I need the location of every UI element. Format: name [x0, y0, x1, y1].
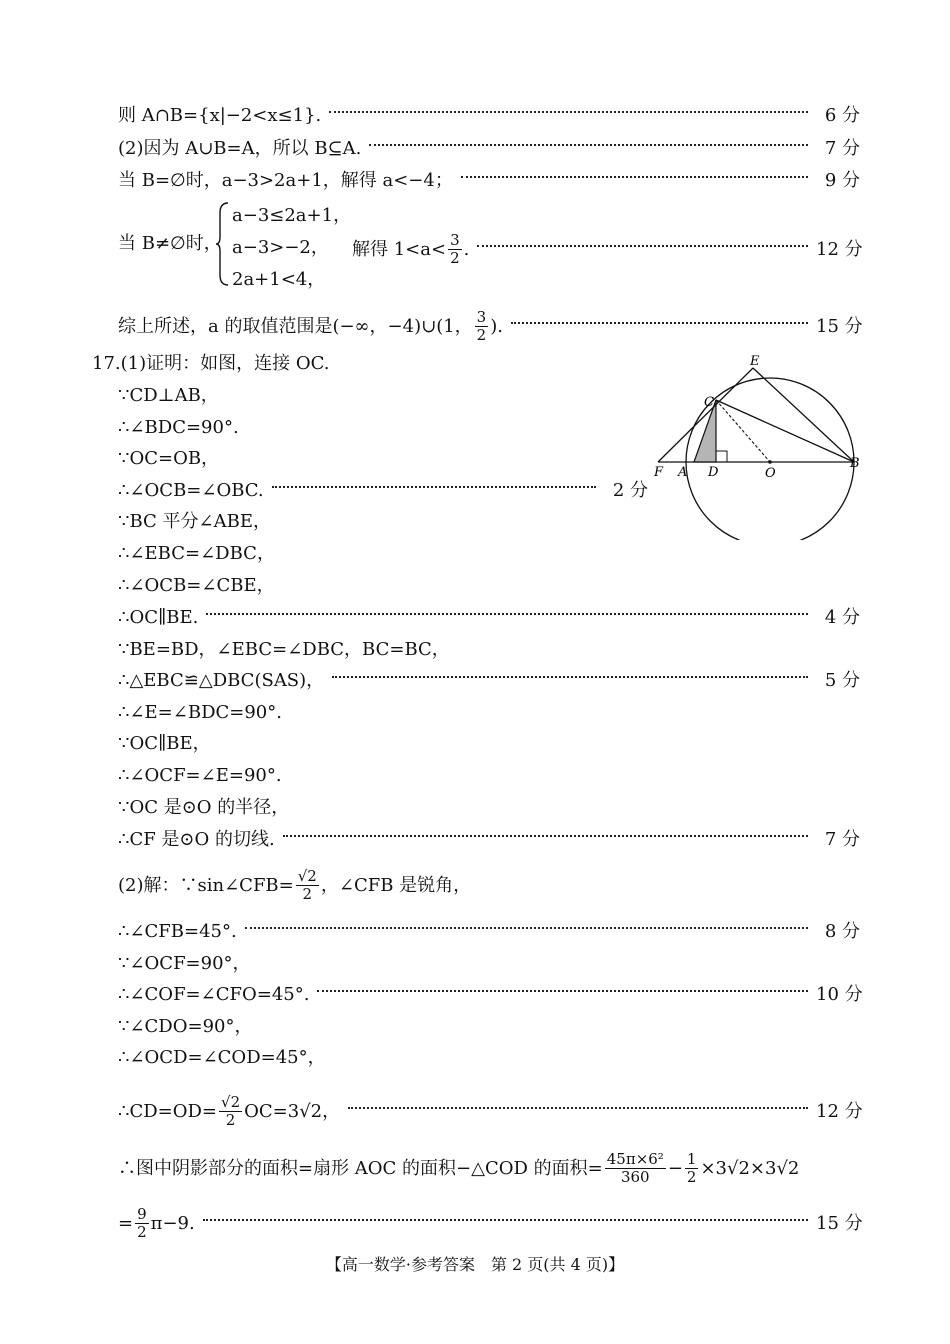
area-formula: ∴图中阴影部分的面积=扇形 AOC 的面积−△COD 的面积= $\frac{\text{45π×6²}}{360}$ − $\frac{1}{2}$ ×3√2×3√2	[118, 1150, 800, 1186]
proof-line: ∵OC=OB，	[118, 448, 220, 469]
proof-line: ∴∠OCB=∠OBC. 2 分	[118, 480, 648, 501]
brace	[216, 201, 230, 287]
geometry-figure	[650, 350, 865, 540]
proof-line: ∴∠E=∠BDC=90°.	[118, 702, 282, 723]
proof-line: ∵OC 是⊙O 的半径，	[118, 797, 290, 818]
solution-line: ∴CD=OD= $\frac{√2}{2}$ OC=3√2， 12 分	[118, 1093, 863, 1129]
fraction: $\frac{√2}{2}$	[297, 867, 317, 903]
proof-line: ∵OC∥BE，	[118, 733, 211, 754]
fraction: $\frac{3}{2}$	[450, 231, 460, 267]
proof-line: ∵BC 平分∠ABE，	[118, 511, 271, 532]
right-angle-mark	[716, 451, 727, 462]
solution-line: = $\frac{9}{2}$ π−9. 15 分	[118, 1205, 863, 1241]
part-2: (2)解：∵sin∠CFB= $\frac{√2}{2}$ ，∠CFB 是锐角，	[118, 867, 472, 903]
line-1: 则 A∩B={x|−2<x≤1}. 6 分	[118, 105, 860, 126]
problem-17: 17.(1)证明：如图，连接 OC.	[92, 353, 330, 374]
label-d: D	[708, 465, 719, 480]
fraction: $\frac{1}{2}$	[686, 1150, 697, 1186]
solution-line: ∴∠CFB=45°. 8 分	[118, 921, 860, 942]
proof-line: ∴OC∥BE. 4 分	[118, 607, 860, 628]
label-f: F	[654, 465, 664, 480]
label-a: A	[678, 465, 688, 480]
inequality-system: a−3≤2a+1， a−3>−2， 2a+1<4，	[232, 205, 352, 290]
label-o: O	[765, 466, 776, 481]
proof-line: ∵CD⊥AB，	[118, 385, 219, 406]
case-prefix: 当 B≠∅时，	[118, 233, 222, 254]
proof-line: ∵BE=BD，∠EBC=∠DBC，BC=BC，	[118, 639, 450, 660]
fraction: $\frac{√2}{2}$	[221, 1093, 241, 1129]
fraction: $\frac{3}{2}$	[476, 308, 487, 344]
solution-line: ∴∠COF=∠CFO=45°. 10 分	[118, 984, 863, 1005]
line-4: 解得 1<a< $\frac{3}{2}$ . 12 分	[352, 231, 863, 267]
fraction: $\frac{9}{2}$	[137, 1205, 147, 1241]
line-2: (2)因为 A∪B=A，所以 B⊆A. 7 分	[118, 138, 860, 159]
fraction: $\frac{\text{45π×6²}}{360}$	[606, 1150, 664, 1186]
proof-line: ∴∠OCF=∠E=90°.	[118, 765, 282, 786]
page-footer: 【高一数学·参考答案 第 2 页(共 4 页)】	[325, 1255, 625, 1274]
center-point	[768, 460, 772, 464]
line-5: 综上所述，a 的取值范围是(−∞，−4)∪(1， $\frac{3}{2}$ ). 15 分	[118, 308, 863, 344]
proof-line: ∴∠OCB=∠CBE，	[118, 575, 275, 596]
solution-line: ∵∠OCF=90°，	[118, 953, 251, 974]
proof-line: ∴△EBC≌△DBC(SAS)， 5 分	[118, 670, 860, 691]
solution-line: ∴∠OCD=∠COD=45°，	[118, 1047, 326, 1068]
line-3: 当 B=∅时，a−3>2a+1，解得 a<−4； 9 分	[118, 170, 860, 191]
proof-line: ∴CF 是⊙O 的切线. 7 分	[118, 829, 860, 850]
solution-line: ∵∠CDO=90°，	[118, 1016, 253, 1037]
label-c: C	[704, 395, 714, 410]
label-b: B	[850, 456, 860, 471]
proof-line: ∴∠EBC=∠DBC，	[118, 543, 275, 564]
label-e: E	[750, 354, 760, 369]
line-cb	[716, 400, 854, 462]
proof-line: ∴∠BDC=90°.	[118, 417, 239, 438]
line-oc	[716, 400, 770, 462]
